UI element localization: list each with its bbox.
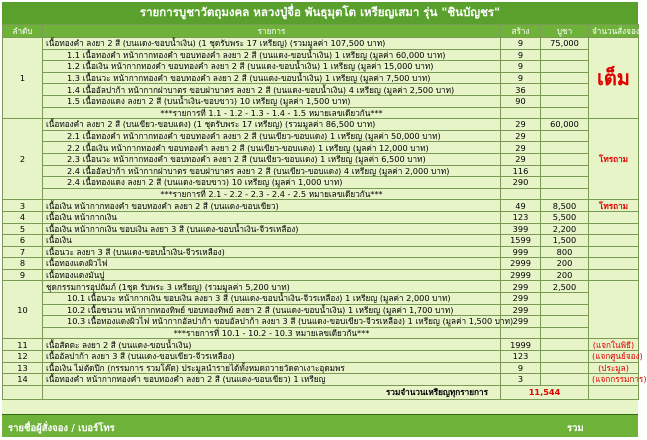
item-description: 10.1 เนื้อนวะ หน้ากากเงิน ขอบเงิน ลงยา 3 สี (บนแดง-ขอบน้ำเงิน-จีวรเหลือง) 1 เหรียญ (มูลค่า 2,000 บาท) bbox=[43, 293, 501, 305]
item-description: 1.5 เนื้อทองแดง ลงยา 2 สี (บนน้ำเงิน-ขอบขาว) 10 เหรียญ (มูลค่า 1,500 บาท) bbox=[43, 95, 501, 107]
table-row bbox=[3, 61, 639, 73]
item-price: 5,500 bbox=[541, 211, 589, 223]
amulet-table bbox=[2, 24, 647, 400]
table-row bbox=[3, 293, 639, 305]
order-status bbox=[589, 258, 639, 270]
item-description: ***รายการที่ 2.1 - 2.2 - 2.3 - 2.4 - 2.5 หมายเลขเดียวกัน*** bbox=[43, 188, 501, 200]
table-row bbox=[3, 107, 639, 119]
item-quantity: 2999 bbox=[501, 258, 541, 270]
item-price: 2,500 bbox=[541, 281, 589, 293]
status-text: (ประมูล) bbox=[598, 362, 629, 373]
item-description: เนื้อเงิน หน้ากากทองคำ ขอบทองคำ ลงยา 2 สี (บนแดง-ขอบเขียว) bbox=[43, 200, 501, 212]
header-no: ลำดับ bbox=[3, 25, 43, 38]
item-price: 200 bbox=[541, 258, 589, 270]
table-row bbox=[3, 304, 639, 316]
item-price bbox=[541, 142, 589, 154]
item-quantity: 9 bbox=[501, 72, 541, 84]
item-quantity: 399 bbox=[501, 223, 541, 235]
item-price bbox=[541, 72, 589, 84]
table-row bbox=[3, 374, 639, 386]
item-price bbox=[541, 304, 589, 316]
item-quantity: 9 bbox=[501, 49, 541, 61]
item-price bbox=[541, 339, 589, 351]
item-description: 1.1 เนื้อทองคำ หน้ากากทองคำ ขอบทองคำ ลงยา 2 สี (บนแดง-ขอบน้ำเงิน) 1 เหรียญ (มูลค่า 60,000 บาท) bbox=[43, 49, 501, 61]
order-status bbox=[589, 374, 647, 386]
status-text: (แจกกรรมการ) bbox=[592, 374, 647, 385]
total-row bbox=[3, 385, 639, 399]
table-row bbox=[3, 188, 639, 200]
table-row bbox=[3, 258, 639, 270]
item-description: ***รายการที่ 1.1 - 1.2 - 1.3 - 1.4 - 1.5 หมายเลขเดียวกัน*** bbox=[43, 107, 501, 119]
order-status bbox=[589, 246, 639, 258]
table-row bbox=[3, 351, 639, 363]
item-price bbox=[541, 95, 589, 107]
item-description: เนื้อสัตตะ ลงยา 2 สี (บนแดง-ขอบน้ำเงิน) bbox=[43, 339, 501, 351]
status-text: โทรถาม bbox=[598, 200, 629, 211]
table-row bbox=[3, 84, 639, 96]
item-quantity: 1599 bbox=[501, 235, 541, 247]
status-text: เต็ม bbox=[596, 66, 630, 91]
item-quantity: 1999 bbox=[501, 339, 541, 351]
item-description: เนื้อทองคำ ลงยา 2 สี (บนเขียว-ขอบแดง) (1 ชุดรับพระ 17 เหรียญ) (รวมมูลค่า 86,500 บาท) bbox=[43, 119, 501, 131]
item-price bbox=[541, 362, 589, 374]
item-price bbox=[541, 49, 589, 61]
row-number: 8 bbox=[3, 258, 43, 270]
order-status bbox=[589, 269, 639, 281]
table-row bbox=[3, 362, 639, 374]
row-number: 10 bbox=[3, 281, 43, 339]
item-price bbox=[541, 165, 589, 177]
order-status bbox=[589, 223, 639, 235]
item-quantity: 90 bbox=[501, 95, 541, 107]
table-row bbox=[3, 177, 639, 189]
item-description: เนื้อเงิน หน้ากากเงิน bbox=[43, 211, 501, 223]
status-text: (แจกในพิธี) bbox=[592, 339, 635, 350]
footer-sum-label: รวม bbox=[567, 423, 584, 434]
table-row bbox=[3, 211, 639, 223]
item-description: 1.3 เนื้อนวะ หน้ากากทองคำ ขอบทองคำ ลงยา 2 สี (บนแดง-ขอบน้ำเงิน) 1 เหรียญ (มูลค่า 7,500 บาท) bbox=[43, 72, 501, 84]
item-quantity: 999 bbox=[501, 246, 541, 258]
table-row bbox=[3, 38, 639, 50]
item-price bbox=[541, 107, 589, 119]
item-quantity: 299 bbox=[501, 316, 541, 328]
row-number: 5 bbox=[3, 223, 43, 235]
item-description: เนื้อทองคำ ลงยา 2 สี (บนแดง-ขอบน้ำเงิน) (1 ชุดรับพระ 17 เหรียญ) (รวมมูลค่า 107,500 บาท) bbox=[43, 38, 501, 50]
item-description: เนื้อเงิน ไม่ตัดปีก (กรรมการ รวมโค๊ต) ประมูลนำรายได้ทั้งหมดถวายวัดตาเงาะอุดมพร bbox=[43, 362, 501, 374]
item-description: ชุดกรรมการอุปถัมภ์ (1ชุด รับพระ 3 เหรียญ) (รวมมูลค่า 5,200 บาท) bbox=[43, 281, 501, 293]
item-description: เนื้อทองแดงผิวไฟ bbox=[43, 258, 501, 270]
table-row bbox=[3, 95, 639, 107]
row-number: 4 bbox=[3, 211, 43, 223]
row-number: 13 bbox=[3, 362, 43, 374]
sheet-title: รายการบูชาวัตถุมงคล หลวงปู่จื่อ พันธุมุตโต เหรียญเสมา รุ่น "ชินบัญชร" bbox=[2, 2, 638, 25]
row-number: 9 bbox=[3, 269, 43, 281]
row-number: 1 bbox=[3, 38, 43, 119]
table-row bbox=[3, 281, 639, 293]
table-row bbox=[3, 130, 639, 142]
item-quantity bbox=[501, 327, 541, 339]
item-quantity: 29 bbox=[501, 130, 541, 142]
order-status bbox=[589, 362, 639, 374]
row-number: 11 bbox=[3, 339, 43, 351]
item-price bbox=[541, 153, 589, 165]
row-number: 7 bbox=[3, 246, 43, 258]
item-description: เนื้อนวะ ลงยา 3 สี (บนแดง-ขอบน้ำเงิน-จีวรเหลือง) bbox=[43, 246, 501, 258]
item-description: 10.3 เนื้อทองแดงผิวไฟ หน้ากากอัลปาก้า ขอบอัลปาก้า ลงยา 3 สี (บนแดง-ขอบเขียว-จีวรเหลือง) 1 เหรียญ (มูลค่า 1,500 บาท) bbox=[43, 316, 501, 328]
total-label: รวมจำนวนเหรียญทุกรายการ bbox=[43, 385, 501, 399]
item-quantity: 299 bbox=[501, 281, 541, 293]
item-description: 2.3 เนื้อนวะ หน้ากากทองคำ ขอบทองคำ ลงยา 2 สี (บนเขียว-ขอบแดง) 1 เหรียญ (มูลค่า 6,500 บาท) bbox=[43, 153, 501, 165]
item-price bbox=[541, 351, 589, 363]
item-quantity: 123 bbox=[501, 211, 541, 223]
order-status bbox=[589, 200, 639, 212]
item-quantity: 116 bbox=[501, 165, 541, 177]
table-row bbox=[3, 223, 639, 235]
table-row bbox=[3, 142, 639, 154]
item-description: เนื้อเงิน bbox=[43, 235, 501, 247]
order-sheet bbox=[2, 2, 647, 436]
footer-label: รายชื่อผู้สั่งจอง / เบอร์โทร bbox=[8, 423, 115, 434]
item-price: 60,000 bbox=[541, 119, 589, 131]
order-status bbox=[589, 119, 639, 200]
item-price bbox=[541, 293, 589, 305]
item-price bbox=[541, 188, 589, 200]
item-description: เนื้ออัลปาก้า ลงยา 3 สี (บนแดง-ขอบเขียว-จีวรเหลือง) bbox=[43, 351, 501, 363]
item-quantity: 123 bbox=[501, 351, 541, 363]
table-row bbox=[3, 49, 639, 61]
item-quantity bbox=[501, 188, 541, 200]
item-price bbox=[541, 130, 589, 142]
header-qty: สร้าง bbox=[501, 25, 541, 38]
item-quantity: 29 bbox=[501, 119, 541, 131]
row-number: 14 bbox=[3, 374, 43, 386]
total-status-empty bbox=[589, 385, 639, 399]
item-quantity: 9 bbox=[501, 61, 541, 73]
order-status bbox=[589, 211, 639, 223]
header-price: บูชา bbox=[541, 25, 589, 38]
order-status bbox=[589, 351, 643, 363]
table-row bbox=[3, 153, 639, 165]
table-row bbox=[3, 235, 639, 247]
item-price bbox=[541, 177, 589, 189]
item-quantity: 3 bbox=[501, 374, 541, 386]
row-number: 3 bbox=[3, 200, 43, 212]
item-price bbox=[541, 316, 589, 328]
item-quantity: 36 bbox=[501, 84, 541, 96]
header-status: จำนวนสั่งจอง bbox=[589, 25, 639, 38]
item-description: เนื้อทองแดงมันปู bbox=[43, 269, 501, 281]
total-value: 11,544 bbox=[501, 385, 589, 399]
item-description: 1.2 เนื้อเงิน หน้ากากทองคำ ขอบทองคำ ลงยา 2 สี (บนแดง-ขอบน้ำเงิน) 1 เหรียญ (มูลค่า 15,000 บาท) bbox=[43, 61, 501, 73]
item-description: เนื้อทองคำ หน้ากากทองคำ ขอบทองคำ ลงยา 2 สี (บนแดง-ขอบเขียว) 1 เหรียญ bbox=[43, 374, 501, 386]
footer-bar bbox=[2, 414, 638, 437]
header-item: รายการ bbox=[43, 25, 501, 38]
order-status bbox=[589, 38, 639, 119]
item-quantity: 2999 bbox=[501, 269, 541, 281]
item-price bbox=[541, 374, 589, 386]
item-description: เนื้อเงิน หน้ากากเงิน ขอบเงิน ลงยา 3 สี (บนแดง-ขอบน้ำเงิน-จีวรเหลือง) bbox=[43, 223, 501, 235]
order-status bbox=[589, 281, 639, 339]
item-description: ***รายการที่ 10.1 - 10.2 - 10.3 หมายเลขเดียวกัน*** bbox=[43, 327, 501, 339]
item-quantity: 9 bbox=[501, 362, 541, 374]
item-price bbox=[541, 61, 589, 73]
item-description: 2.4 เนื้ออัลปาก้า หน้ากากฝาบาตร ขอบฝาบาตร ลงยา 2 สี (บนเขียว-ขอบแดง) 4 เหรียญ (มูลค่า 2,000 บาท) bbox=[43, 165, 501, 177]
row-number: 2 bbox=[3, 119, 43, 200]
item-description: 2.4 เนื้อทองแดง ลงยา 2 สี (บนแดง-ขอบขาว) 10 เหรียญ (มูลค่า 1,000 บาท) bbox=[43, 177, 501, 189]
table-row bbox=[3, 327, 639, 339]
table-row bbox=[3, 269, 639, 281]
table-row bbox=[3, 165, 639, 177]
item-price: 8,500 bbox=[541, 200, 589, 212]
status-text: (แจกศูนย์จอง) bbox=[592, 351, 643, 362]
item-quantity: 290 bbox=[501, 177, 541, 189]
item-description: 2.2 เนื้อเงิน หน้ากากทองคำ ขอบทองคำ ลงยา 2 สี (บนเขียว-ขอบแดง) 1 เหรียญ (มูลค่า 12,000 บาท) bbox=[43, 142, 501, 154]
table-row bbox=[3, 339, 639, 351]
item-price bbox=[541, 327, 589, 339]
item-quantity: 29 bbox=[501, 153, 541, 165]
table-row bbox=[3, 246, 639, 258]
table-row bbox=[3, 119, 639, 131]
item-price: 800 bbox=[541, 246, 589, 258]
item-price bbox=[541, 84, 589, 96]
table-row bbox=[3, 316, 639, 328]
item-quantity: 9 bbox=[501, 38, 541, 50]
item-quantity: 49 bbox=[501, 200, 541, 212]
item-description: 10.2 เนื้อชนวน หน้ากากทองทิพย์ ขอบทองทิพย์ ลงยา 2 สี (บนแดง-ขอบน้ำเงิน) 1 เหรียญ (มูลค่า 1,700 บาท) bbox=[43, 304, 501, 316]
item-description: 2.1 เนื้อทองคำ หน้ากากทองคำ ขอบทองคำ ลงยา 2 สี (บนเขียว-ขอบแดง) 1 เหรียญ (มูลค่า 50,000 บาท) bbox=[43, 130, 501, 142]
row-number: 6 bbox=[3, 235, 43, 247]
order-status bbox=[589, 235, 639, 247]
item-price: 200 bbox=[541, 269, 589, 281]
item-description: 1.4 เนื้ออัลปาก้า หน้ากากฝาบาตร ขอบฝาบาตร ลงยา 2 สี (บนแดง-ขอบน้ำเงิน) 4 เหรียญ (มูลค่า 2,500 บาท) bbox=[43, 84, 501, 96]
header-row bbox=[3, 25, 639, 38]
item-price: 75,000 bbox=[541, 38, 589, 50]
item-price: 2,200 bbox=[541, 223, 589, 235]
item-quantity: 29 bbox=[501, 142, 541, 154]
item-price: 1,500 bbox=[541, 235, 589, 247]
item-quantity: 299 bbox=[501, 304, 541, 316]
table-row bbox=[3, 72, 639, 84]
item-quantity bbox=[501, 107, 541, 119]
status-text: โทรถาม bbox=[598, 154, 629, 165]
item-quantity: 299 bbox=[501, 293, 541, 305]
table-row bbox=[3, 200, 639, 212]
total-empty bbox=[3, 385, 43, 399]
order-status bbox=[589, 339, 639, 351]
row-number: 12 bbox=[3, 351, 43, 363]
